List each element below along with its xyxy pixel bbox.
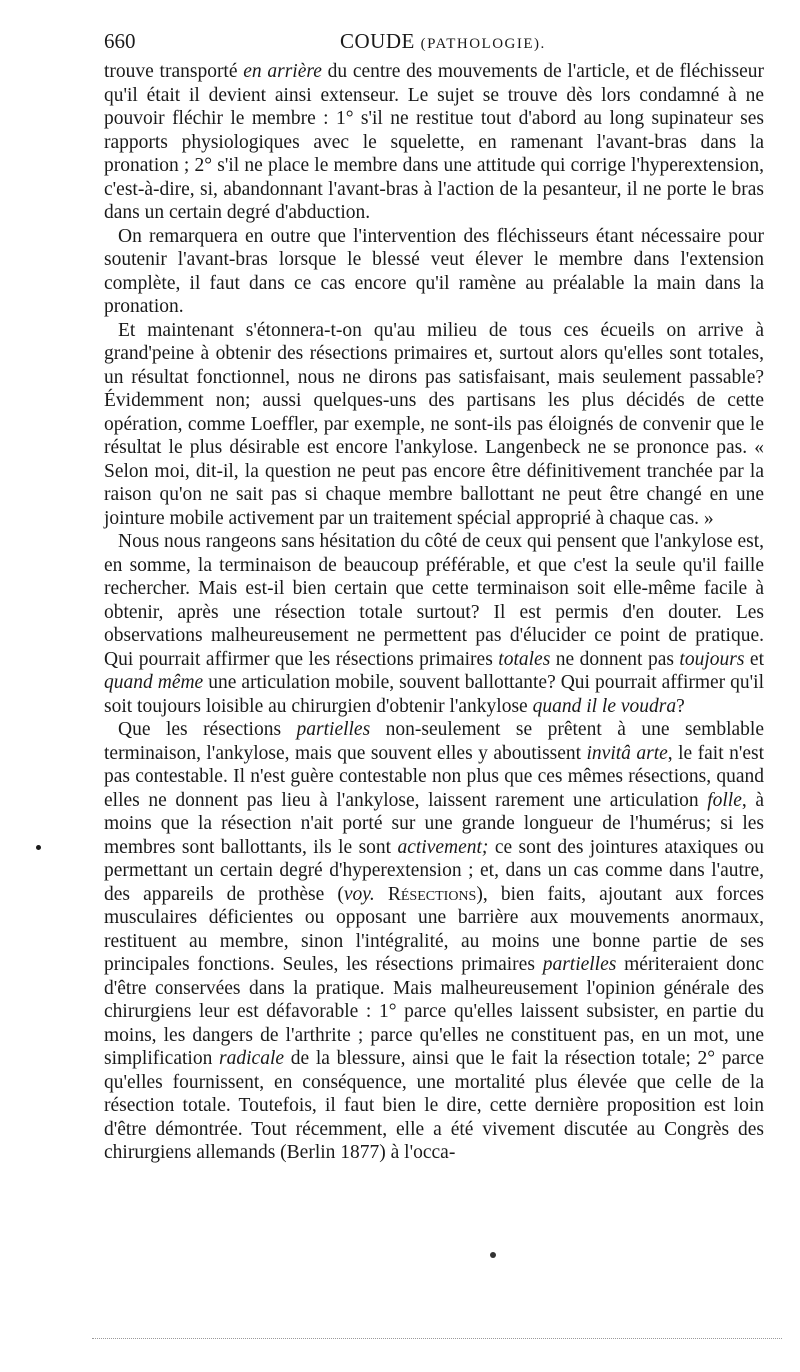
paragraph <box>104 319 764 531</box>
italic-text-segment: totales <box>498 648 551 670</box>
text-segment: de la blessure, ainsi que le fait la résection totale; 2° parce qu'elles fournissent, en conséquence, une mortalité plus élevée que celle de la résection totale. Toutefois, il faut bien le dire, cette dernière proposition est loin d'être démontrée. Tout récemment, elle a été vivement discutée au Congrès des chirurgiens allemands (Berlin 1877) à l'occa- <box>104 1048 764 1163</box>
text-segment: , à moins que la résection n'ait porté sur une grande longueur de l'humérus; si les membres sont ballottants, ils le sont <box>104 789 764 858</box>
text-segment: Que les résections <box>118 719 297 740</box>
italic-text-segment: en arrière <box>243 61 322 82</box>
paragraph <box>104 225 764 319</box>
running-head <box>104 26 764 56</box>
italic-text-segment: activement; <box>397 836 489 858</box>
italic-text-segment: toujours <box>679 648 745 670</box>
text-segment: trouve transporté <box>104 61 244 82</box>
paragraph <box>104 718 764 1165</box>
paragraph <box>104 530 764 718</box>
margin-ink-dot <box>36 845 41 850</box>
italic-text-segment: folle <box>707 789 742 811</box>
italic-text-segment: voy. <box>343 883 375 905</box>
text-segment: non-seulement se prêtent à une semblable terminaison, l'ankylose, mais que souvent elles y aboutissent <box>104 719 764 764</box>
italic-text-segment: partielles <box>296 719 371 740</box>
text-segment: mériteraient donc d'être conservées dans la pratique. Mais malheureusement l'opinion générale des chirurgiens leur est défavorable : 1° parce qu'elles laissent subsister, en partie du moins, les dangers de l'arthrite ; parce qu'elles ne constituent pas, en un mot, une simplification <box>104 954 764 1069</box>
text-segment: Et maintenant s'étonnera-t-on qu'au milieu de tous ces écueils on arrive à grand'peine à obtenir des résections primaires et, surtout alors qu'elles sont totales, un résultat fonctionnel, nous ne dirons pas satisfaisant, mais seulement passable? Évidemment non; aussi quelques-uns des partisans les plus décidés de cette opération, comme Loeffler, par exemple, ne sont-ils pas éloignés de convenir que le résultat le plus désirable est encore l'ankylose. Langenbeck ne se prononce pas. « Selon moi, dit-il, la question ne peut pas encore être définitivement tranchée par la raison qu'on ne sait pas si chaque membre ballottant ne peut être changé en une jointure mobile activement par un traitement spécial approprié à chaque cas. » <box>104 319 764 529</box>
running-title-main: COUDE <box>340 29 415 53</box>
running-title-sub: (PATHOLOGIE). <box>420 36 546 52</box>
text-segment: Nous nous rangeons sans hésitation du côté de ceux qui pensent que l'ankylose est, en somme, la terminaison de beaucoup préférable, et que c'est la seule qu'il faille rechercher. Mais est-il bien certain que cette terminaison soit elle-même facile à obtenir, après une résection totale surtout? Il est permis d'en douter. Les observations malheureusement ne permettent pas d'élucider ce point de pratique. Qui pourrait affirmer que les résections primaires <box>104 531 764 670</box>
italic-text-segment: quand même <box>104 672 204 693</box>
small-caps-text-segment: Résections <box>387 883 477 905</box>
italic-text-segment: partielles <box>542 954 617 975</box>
italic-text-segment: invitâ arte <box>586 742 668 764</box>
text-segment: ne donnent pas <box>550 648 680 670</box>
text-segment: On remarquera en outre que l'intervention des fléchisseurs étant nécessaire pour soutenir l'avant-bras lorsque le blessé veut élever le membre dans l'extension complète, il faut dans ce cas encore qu'il ramène au préalable la main dans la pronation. <box>104 225 764 317</box>
text-segment <box>375 884 388 905</box>
text-segment: et <box>744 648 764 670</box>
page-number: 660 <box>104 29 136 53</box>
text-segment: ? <box>676 695 685 717</box>
text-segment: , le fait n'est pas contestable. Il n'est guère contestable non plus que ces mêmes résections, quand elles ne donnent pas lieu à l'ankylose, laissent rarement une articulation <box>104 742 764 811</box>
text-segment: ), bien faits, ajoutant aux forces musculaires déficientes ou opposant une barrière aux mouvements anormaux, restituent au membre, sinon l'intégralité, au moins une bonne partie de ses principales fonctions. Seules, les résections primaires <box>104 883 765 975</box>
italic-text-segment: radicale <box>219 1048 285 1069</box>
running-title <box>340 26 546 59</box>
body-text <box>104 60 764 1165</box>
text-segment: du centre des mouvements de l'article, et de fléchisseur qu'il était il devient ainsi extenseur. Le sujet se trouve dès lors condamné à ne pouvoir fléchir le membre : 1° s'il ne restitue tout d'abord au long supinateur ses rapports physiologiques avec le squelette, en ramenant l'avant-bras dans la pronation ; 2° s'il ne place le membre dans une attitude qui corrige l'hyperextension, c'est-à-dire, si, abandonnant l'avant-bras à l'action de la pesanteur, il ne porte le bras dans un certain degré d'abduction. <box>104 61 764 223</box>
italic-text-segment: quand il le voudra <box>532 695 677 717</box>
text-segment: ce sont des jointures ataxiques ou permettant un certain degré d'hyperextension ; et, dans un cas comme dans l'autre, des appareils de prothèse ( <box>104 836 764 905</box>
paragraph <box>104 60 764 225</box>
bottom-dotted-rule <box>92 1338 782 1339</box>
footer-ink-mark <box>490 1252 496 1258</box>
text-segment: une articulation mobile, souvent ballottante? Qui pourrait affirmer qu'il soit toujours loisible au chirurgien d'obtenir l'ankylose <box>104 672 765 717</box>
